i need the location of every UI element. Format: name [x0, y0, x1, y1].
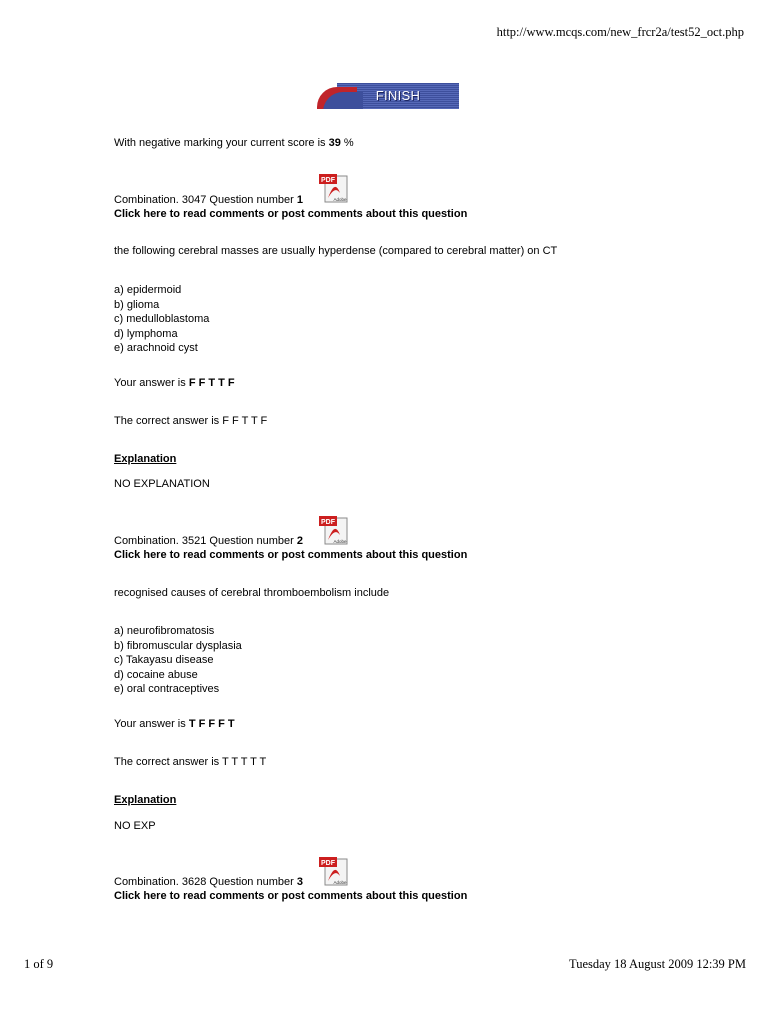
question-2-correct-answer: [114, 756, 266, 768]
question-1-comments-link[interactable]: Click here to read comments or post comments about this question: [114, 208, 468, 220]
pdf-icon-label: PDF: [321, 519, 335, 526]
print-datetime: Tuesday 18 August 2009 12:39 PM: [569, 957, 746, 971]
question-1-correct-answer: [114, 415, 267, 427]
option-e: e) arachnoid cyst: [114, 342, 198, 354]
question-2-your-answer: [114, 718, 235, 730]
question-number: 1: [296, 194, 303, 206]
question-number: 3: [296, 876, 303, 888]
option-b: b) fibromuscular dysplasia: [114, 639, 242, 652]
combination-text: Combination. 3047 Question number: [114, 194, 294, 206]
score-suffix: %: [343, 137, 354, 149]
combination-text: Combination. 3521 Question number: [114, 535, 294, 547]
correct-answer-label: The correct answer is: [114, 756, 220, 768]
correct-answer-label: The correct answer is: [114, 415, 220, 427]
question-2-explanation: NO EXP: [114, 820, 156, 832]
question-2-explanation-heading: Explanation: [114, 794, 177, 806]
score-value: 39: [328, 137, 341, 149]
question-3-combination: [114, 876, 303, 888]
finish-button[interactable]: [311, 83, 459, 109]
option-e: e) oral contraceptives: [114, 683, 220, 695]
question-2-combination: [114, 535, 303, 547]
score-line: [114, 137, 354, 149]
question-number: 2: [296, 535, 303, 547]
question-1-options: [114, 283, 209, 356]
option-c: c) Takayasu disease: [114, 654, 214, 666]
option-a: a) neurofibromatosis: [114, 625, 215, 637]
finish-button-label: FINISH: [375, 88, 421, 103]
pdf-icon[interactable]: [318, 515, 350, 545]
adobe-label: Adobe: [333, 197, 347, 202]
finish-swoosh-icon: [311, 83, 337, 109]
correct-answer-value: T T T T T: [222, 756, 267, 768]
option-a: a) epidermoid: [114, 284, 182, 296]
score-prefix: With negative marking your current score is: [114, 137, 326, 149]
correct-answer-value: F F T T F: [222, 415, 268, 427]
question-1-combination: [114, 194, 303, 206]
your-answer-value: F F T T F: [188, 377, 235, 389]
question-2-options: [114, 624, 242, 697]
your-answer-label: Your answer is: [114, 718, 186, 730]
your-answer-label: Your answer is: [114, 377, 186, 389]
adobe-label: Adobe: [333, 539, 347, 544]
question-1-explanation-heading: Explanation: [114, 453, 177, 465]
option-b: b) glioma: [114, 298, 160, 311]
pdf-icon-label: PDF: [321, 177, 335, 184]
pdf-icon-label: PDF: [321, 860, 335, 867]
your-answer-value: T F F F T: [188, 718, 235, 730]
question-2-comments-link[interactable]: Click here to read comments or post comments about this question: [114, 549, 468, 561]
pdf-icon[interactable]: [318, 173, 350, 203]
option-c: c) medulloblastoma: [114, 313, 210, 325]
question-1-stem: the following cerebral masses are usually hyperdense (compared to cerebral matter) on CT: [114, 245, 558, 257]
question-2-stem: recognised causes of cerebral thromboembolism include: [114, 587, 390, 599]
page-url: http://www.mcqs.com/new_frcr2a/test52_oct.php: [496, 25, 744, 39]
question-3-comments-link[interactable]: Click here to read comments or post comments about this question: [114, 890, 468, 902]
page-counter: 1 of 9: [24, 957, 54, 971]
question-1-your-answer: [114, 377, 235, 389]
combination-text: Combination. 3628 Question number: [114, 876, 294, 888]
pdf-icon[interactable]: [318, 856, 350, 886]
adobe-label: Adobe: [333, 880, 347, 885]
option-d: d) cocaine abuse: [114, 668, 198, 681]
option-d: d) lymphoma: [114, 327, 178, 340]
question-1-explanation: NO EXPLANATION: [114, 478, 210, 490]
